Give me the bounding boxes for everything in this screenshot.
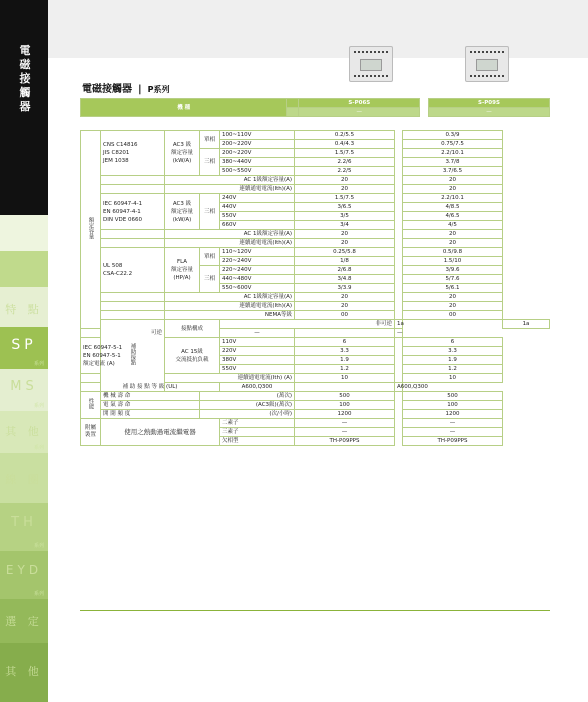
perf-val-b: 1200	[403, 410, 503, 419]
table-bottom-rule	[80, 610, 550, 611]
g1-voltage: 200~220V	[220, 140, 295, 149]
g3-voltage: 550~600V	[220, 284, 295, 293]
aux-cap: AC 15級 交流抵抗負載	[165, 338, 220, 374]
tab-eyd-sub: 系列	[33, 591, 44, 597]
col-header-machine: 機 種	[81, 99, 287, 117]
tab-sp-sub: 系列	[33, 361, 44, 367]
g2-std-3: DIN VDE 0660	[103, 216, 142, 223]
aux-val-b: 1.2	[403, 365, 503, 374]
g3-voltage: 220~240V	[220, 266, 295, 275]
tab-coil-label: 線 圈	[5, 473, 43, 486]
col-header-s-p09s: S-P09S	[428, 99, 549, 108]
g2-ith-label: 連續通電電流(Ith)(A)	[165, 239, 295, 248]
aux-val-a: 6	[295, 338, 395, 347]
g2-val-a: 3/5	[295, 212, 395, 221]
perf-name: 機 械 壽 命	[101, 392, 200, 401]
aux-standards	[81, 338, 123, 374]
g3-ac1-label: AC 1級額定容量(A)	[165, 293, 295, 302]
product-image-s-p09s	[465, 46, 509, 82]
g2-val-b: 2.2/10.1	[403, 194, 503, 203]
g3-val-b: 5/6.1	[403, 284, 503, 293]
g1-std-3: JEM 1038	[103, 158, 129, 164]
aux-ul-a: A600,Q300	[220, 383, 295, 392]
rev-dash-2: —	[428, 108, 549, 117]
g3-val-b: 3/9.6	[403, 266, 503, 275]
g3-nema-a: 00	[295, 311, 395, 320]
g2-voltage: 550V	[220, 212, 295, 221]
g3-voltage: 110~120V	[220, 248, 295, 257]
acc-label: 附屬裝置	[81, 419, 101, 446]
g3-std-1: UL 508	[103, 263, 123, 269]
g1-val-b: 3.7/6.5	[403, 167, 503, 176]
aux-val-b: 3.3	[403, 347, 503, 356]
g3-ith-label: 連續通電電流(Ith)(A)	[165, 302, 295, 311]
acc-type: 三素子	[220, 428, 295, 437]
page-title-main: 電磁接觸器	[82, 84, 132, 95]
g1-val-b: 2.2/10.1	[403, 149, 503, 158]
g3-nema-b: 00	[403, 311, 503, 320]
aux-val-b: 1.9	[403, 356, 503, 365]
aux-voltage: 220V	[220, 347, 295, 356]
g3-nema-label: NEMA等級	[165, 311, 295, 320]
aux-rev-label: 可逆	[81, 329, 165, 338]
g1-voltage: 500~550V	[220, 167, 295, 176]
g2-ith-a: 20	[295, 239, 395, 248]
g1-single: 單相	[200, 131, 220, 149]
g3-val-a: 3/4.8	[295, 275, 395, 284]
aux-val-a: 1.2	[295, 365, 395, 374]
aux-ul-label: 補 助 接 點 等 級 (UL)	[81, 383, 220, 392]
g2-val-b: 4/6.5	[403, 212, 503, 221]
perf-unit: (AC3級)(萬次)	[200, 401, 295, 410]
g3-val-b: 1.5/10	[403, 257, 503, 266]
aux-ith-label: 連續通電電流(Ith) (A)	[165, 374, 295, 383]
acc-val-b: —	[403, 428, 503, 437]
g3-val-a: 1/8	[295, 257, 395, 266]
tab-other-label: 其 他	[5, 665, 43, 678]
g3-ac1-a: 20	[295, 293, 395, 302]
title-separator: |	[138, 84, 142, 95]
perf-val-a: 100	[295, 401, 395, 410]
g1-std-2: JIS C8201	[103, 150, 130, 156]
g2-ac1-a: 20	[295, 230, 395, 239]
aux-std-1: IEC 60947-5-1	[83, 344, 123, 351]
g1-ith-b: 20	[403, 185, 503, 194]
g1-ac1-a: 20	[295, 176, 395, 185]
aux-val-a: 3.3	[295, 347, 395, 356]
tab-sp-label: SP	[11, 337, 37, 353]
g3-val-b: 5/7.6	[403, 275, 503, 284]
aux-val-b: 6	[403, 338, 503, 347]
spec-table-body	[80, 98, 550, 118]
acc-val-a: —	[295, 419, 395, 428]
g2-standards	[101, 194, 165, 230]
acc-name: 使用之熱動過電流繼電器	[101, 419, 220, 446]
tab-features[interactable]	[0, 287, 48, 327]
aux-voltage: 550V	[220, 365, 295, 374]
acc-type: 欠相型	[220, 437, 295, 446]
perf-label	[81, 392, 101, 419]
tab-other-sub: 系列	[33, 445, 44, 451]
g2-three: 三相	[200, 194, 220, 230]
g1-val-b: 3.7/8	[403, 158, 503, 167]
tab-eyd-series[interactable]	[0, 551, 48, 599]
g3-three: 三相	[200, 266, 220, 293]
perf-val-a: 500	[295, 392, 395, 401]
perf-val-b: 100	[403, 401, 503, 410]
page-title-series: P系列	[147, 85, 170, 94]
g1-ac1-b: 20	[403, 176, 503, 185]
g2-voltage: 240V	[220, 194, 295, 203]
g3-cap: FLA 額定容量 (HP/A)	[165, 248, 200, 293]
perf-label-text: 性能	[87, 398, 94, 409]
tab-other-series[interactable]	[0, 411, 48, 453]
g1-val-a: 2.2/5	[295, 167, 395, 176]
g1-three: 三相	[200, 149, 220, 176]
acc-type: 二素子	[220, 419, 295, 428]
rated-capacity-label	[81, 131, 101, 329]
g3-single: 單相	[200, 248, 220, 266]
tab-ms-series[interactable]	[0, 369, 48, 411]
g1-val-b: 0.3/9	[403, 131, 503, 140]
g2-val-b: 4/5	[403, 221, 503, 230]
tab-ms-label: MS	[10, 379, 38, 394]
tab-th-label: TH	[11, 515, 37, 530]
aux-std-2: EN 60947-5-1	[83, 352, 121, 359]
tab-th-sub: 系列	[33, 543, 44, 549]
aux-ul-b: A600,Q300	[395, 383, 403, 392]
g1-voltage: 200~220V	[220, 149, 295, 158]
g3-val-a: 0.25/5.8	[295, 248, 395, 257]
aux-nonrev-a: 1a	[395, 320, 403, 329]
sidebar-spacer-1	[0, 215, 48, 251]
g1-voltage: 380~440V	[220, 158, 295, 167]
g2-ac1-b: 20	[403, 230, 503, 239]
page-title	[82, 80, 170, 95]
g2-cap: AC3 級 額定容量 (kW/A)	[165, 194, 200, 230]
perf-val-b: 500	[403, 392, 503, 401]
aux-voltage: 110V	[220, 338, 295, 347]
g1-val-a: 1.5/7.5	[295, 149, 395, 158]
aux-rev-b: —	[395, 329, 403, 338]
g2-voltage: 440V	[220, 203, 295, 212]
sidebar-tabs	[0, 215, 48, 702]
aux-voltage: 380V	[220, 356, 295, 365]
rev-dash-1: —	[299, 108, 420, 117]
g3-ac1-b: 20	[403, 293, 503, 302]
perf-unit: (萬次)	[200, 392, 295, 401]
g2-val-a: 1.5/7.5	[295, 194, 395, 203]
g1-ith-a: 20	[295, 185, 395, 194]
g1-ac1-label: AC 1級額定容量(A)	[165, 176, 295, 185]
aux-std-3: 額定電流 (A)	[83, 360, 115, 367]
perf-val-a: 1200	[295, 410, 395, 419]
g1-val-a: 2.2/6	[295, 158, 395, 167]
g3-val-a: 2/6.8	[295, 266, 395, 275]
aux-nonrev-label: 非可逆	[220, 320, 395, 329]
spec-table-rows	[80, 130, 550, 446]
g2-voltage: 660V	[220, 221, 295, 230]
g3-voltage: 220~240V	[220, 257, 295, 266]
tab-features-label: 特 點	[5, 303, 43, 316]
acc-val-b: —	[403, 419, 503, 428]
g2-std-2: EN 60947-4-1	[103, 208, 141, 215]
tab-eyd-label: EYD	[5, 563, 43, 577]
sidebar-spacer-2	[0, 251, 48, 287]
tab-other[interactable]	[0, 643, 48, 702]
aux-ith-a: 10	[295, 374, 395, 383]
perf-name: 電 氣 壽 命	[101, 401, 200, 410]
acc-val-a: —	[295, 428, 395, 437]
g3-val-a: 3/3.9	[295, 284, 395, 293]
tab-ms-sub: 系列	[33, 403, 44, 409]
g3-ith-b: 20	[403, 302, 503, 311]
aux-ith-b: 10	[403, 374, 503, 383]
tab-selection-label: 選 定	[5, 615, 43, 628]
rated-capacity-text: 額定容量	[87, 217, 94, 239]
col-header-s-p06s: S-P06S	[299, 99, 420, 108]
perf-unit: (次/小時)	[200, 410, 295, 419]
g2-ac1-label: AC 1級額定容量(A)	[165, 230, 295, 239]
g1-val-a: 0.4/4.3	[295, 140, 395, 149]
g2-val-a: 3/4	[295, 221, 395, 230]
g3-ith-a: 20	[295, 302, 395, 311]
aux-nonrev-b: 1a	[503, 320, 550, 329]
g1-val-b: 0.75/7.5	[403, 140, 503, 149]
g1-voltage: 100~110V	[220, 131, 295, 140]
acc-val-b: TH-P09PPS	[403, 437, 503, 446]
g1-std-1: CNS C14816	[103, 142, 138, 148]
perf-name: 開 閉 頻 度	[101, 410, 200, 419]
g2-std-1: IEC 60947-4-1	[103, 200, 143, 207]
g3-val-b: 0.5/9.8	[403, 248, 503, 257]
aux-contact-label: 接點構成	[165, 320, 220, 338]
sidebar-title: 電磁接觸器	[19, 44, 31, 113]
tab-th-series[interactable]	[0, 503, 48, 551]
tab-selection[interactable]	[0, 599, 48, 643]
g1-cap: AC3 級 額定容量 (kW/A)	[165, 131, 200, 176]
g2-val-a: 3/6.5	[295, 203, 395, 212]
g3-voltage: 440~480V	[220, 275, 295, 284]
aux-val-a: 1.9	[295, 356, 395, 365]
aux-label-text: 補助接點	[129, 343, 136, 365]
tab-coil[interactable]	[0, 453, 48, 503]
aux-rev-a: —	[220, 329, 295, 338]
g1-standards	[101, 131, 165, 176]
g2-val-b: 4/8.5	[403, 203, 503, 212]
g3-std-2: CSA-C22.2	[103, 271, 133, 277]
acc-val-a: TH-P09PPS	[295, 437, 395, 446]
g1-val-a: 0.2/5.5	[295, 131, 395, 140]
tab-other-series-label: 其 他	[5, 425, 43, 438]
g1-ith-label: 連續通電電流(Ith)(A)	[165, 185, 295, 194]
product-image-s-p06s	[349, 46, 393, 82]
g2-ith-b: 20	[403, 239, 503, 248]
tab-sp-series[interactable]	[0, 327, 48, 369]
g3-standards	[101, 248, 165, 293]
